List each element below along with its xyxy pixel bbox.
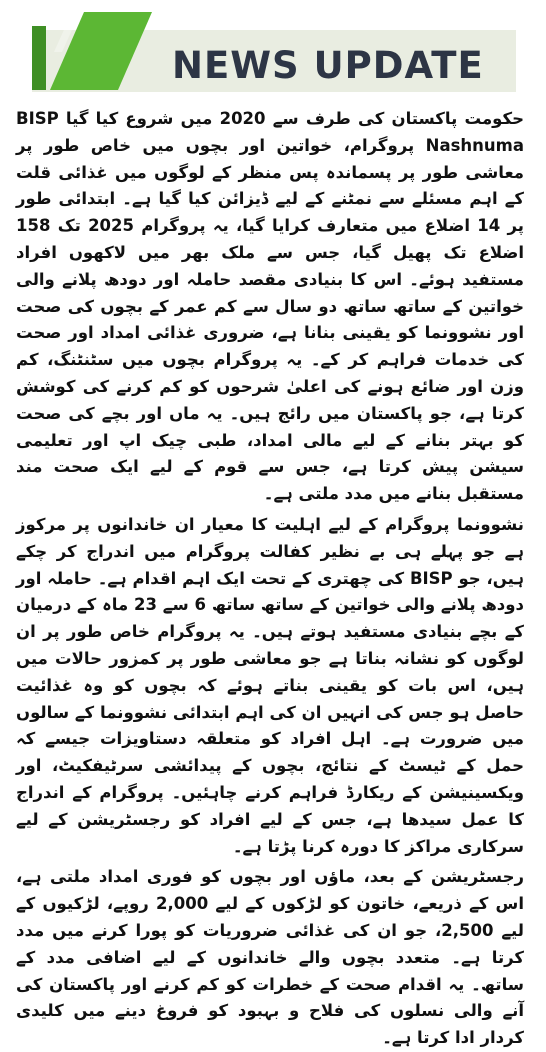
article-paragraph-1: حکومت پاکستان کی طرف سے 2020 میں شروع کیا گیا BISP Nashnuma پروگرام، خواتین اور بچوں میں خاص طور پر معاشی طور پر پسماندہ پس منظر کے لوگوں میں غذائی قلت کے اہم مسئلے سے نمٹنے کے لیے ڈیزائن کیا گیا ہے۔ ابتدائی طور پر 14 اضلاع میں متعارف کرایا گیا، یہ پروگرام 2025 تک 158 اضلاع تک پھیل گیا، جس سے ملک بھر میں لاکھوں افراد مستفید ہوئے۔ اس کا بنیادی مقصد حاملہ اور دودھ پلانے والی خواتین کے ساتھ ساتھ دو سال سے کم عمر کے بچوں کی صحت اور نشوونما کو یقینی بنانا ہے، ضروری غذائی امداد اور صحت کی خدمات فراہم کر کے۔ یہ پروگرام بچوں میں سٹنٹنگ، کم وزن اور ضائع ہونے کی اعلیٰ شرحوں کو کم کرنے کی کوشش کرتا ہے، جو پاکستان میں رائج ہیں۔ یہ ماں اور بچے کی صحت کو بہتر بنانے کے لیے مالی امداد، طبی چیک اپ اور تعلیمی سیشن پیش کرتا ہے، جس سے قوم کے لیے ایک صحت مند مستقبل بنانے میں مدد ملتی ہے۔	[16, 109, 525, 504]
banner-title: NEWS UPDATE	[172, 44, 484, 87]
article-paragraph-3: رجسٹریشن کے بعد، ماؤں اور بچوں کو فوری امداد ملتی ہے، اس کے ذریعے، خاتون کو لڑکوں کے لیے 2,000 روپے، لڑکیوں کے لیے 2,500، جو ان کی غذائی ضروریات کو پورا کرنے میں مدد کرتا ہے۔ متعدد بچوں والے خاندانوں کے لیے اضافی مدد کے ساتھ۔ یہ اقدام صحت کے خطرات کو کم کرنے اور پاکستان کی آنے والی نسلوں کی فلاح و بہبود کو فروغ دینے میں کلیدی کردار ادا کرتا ہے۔	[16, 867, 524, 1048]
green-stripes-icon	[32, 12, 152, 90]
article-body	[16, 106, 524, 1052]
news-update-banner	[32, 12, 516, 92]
article-paragraph-2: نشوونما پروگرام کے لیے اہلیت کا معیار ان خاندانوں پر مرکوز ہے جو پہلے ہی بے نظیر کفالت پروگرام میں اندراج کر چکے ہیں، جو BISP کی چھتری کے تحت ایک اہم اقدام ہے۔ حاملہ اور دودھ پلانے والی خواتین کے ساتھ ساتھ 6 سے 23 ماہ کے درمیان کے بچے بنیادی مستفید ہوتے ہیں۔ یہ پروگرام خاص طور پر ان لوگوں کو نشانہ بناتا ہے جو معاشی طور پر کمزور حالات میں ہیں، اس بات کو یقینی بناتے ہوئے کہ بچوں کو وہ غذائیت حاصل ہو جس کی انہیں ان کی اہم ابتدائی نشوونما کے سالوں میں ضرورت ہے۔ اہل افراد کو متعلقہ دستاویزات جیسے کہ حمل کے ٹیسٹ کے نتائج، بچوں کے پیدائشی سرٹیفکیٹ، اور ویکسینیشن کے ریکارڈ فراہم کرنے چاہئیں۔ پروگرام کے اندراج کا عمل سیدھا ہے، جس کے لیے افراد کو رجسٹریشن کے لیے سرکاری مراکز کا دورہ کرنا پڑتا ہے۔	[16, 514, 525, 856]
